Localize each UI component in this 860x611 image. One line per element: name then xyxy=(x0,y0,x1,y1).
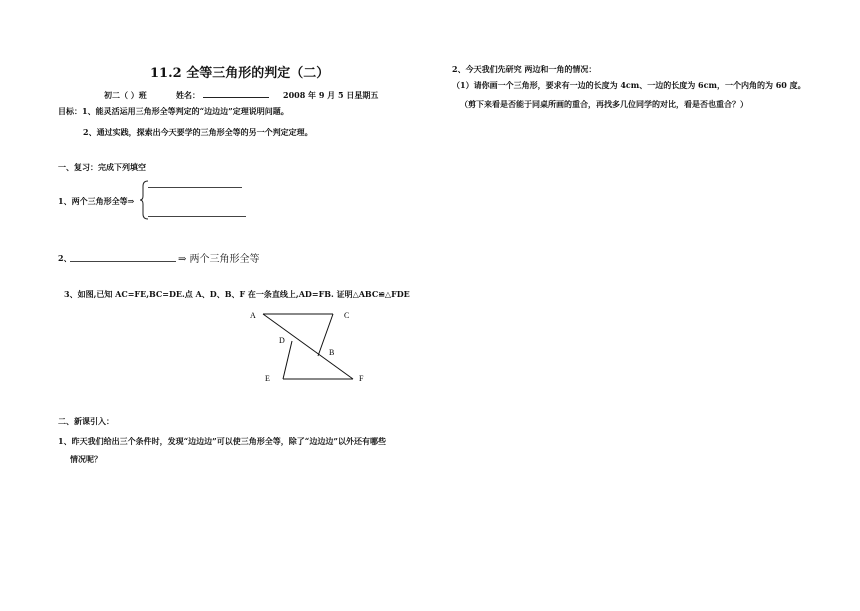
item-2-1: （1）请你画一个三角形，要求有一边的长度为 4cm、一边的长度为 6cm，一个内角的为 60 度。 xyxy=(452,80,806,90)
answer-blank-1a[interactable] xyxy=(148,187,242,188)
section-new-lesson-heading: 二、新课引入： xyxy=(58,416,114,426)
triangles-figure xyxy=(245,305,375,390)
answer-blank-1b[interactable] xyxy=(148,216,246,217)
goal-1: 目标：1、能灵活运用三角形全等判定的“边边边”定理说明问题。 xyxy=(58,106,289,116)
label-f: F xyxy=(359,374,364,383)
label-e: E xyxy=(265,374,270,383)
answer-blank-2[interactable] xyxy=(70,261,176,262)
item-2-note: （剪下来看是否能于同桌所画的重合，再找多几位同学的对比，看是否也重合？） xyxy=(460,99,748,109)
question-2-prefix: 2、 xyxy=(58,253,72,263)
curly-brace-icon xyxy=(140,180,150,220)
goal-2: 2、通过实践，探索出今天要学的三角形全等的另一个判定定理。 xyxy=(83,127,313,137)
label-a: A xyxy=(250,311,256,320)
question-3: 3、如图,已知 AC=FE,BC=DE.点 A、D、B、F 在一条直线上,AD=FB. 证明△ABC≌△FDE xyxy=(64,289,410,299)
page-title: 11.2 全等三角形的判定（二） xyxy=(150,66,330,81)
intro-question-line-2: 情况呢？ xyxy=(70,454,102,464)
class-label: 初二（ ）班 xyxy=(104,90,147,100)
label-d: D xyxy=(279,336,285,345)
name-blank[interactable] xyxy=(203,88,269,98)
label-b: B xyxy=(329,348,335,357)
segment-de xyxy=(283,341,292,379)
intro-question-line-1: 1、昨天我们给出三个条件时，发现“边边边”可以使三角形全等，除了“边边边”以外还有哪些 xyxy=(58,436,386,446)
question-1: 1、两个三角形全等⇒ xyxy=(58,196,135,206)
segment-adbf xyxy=(263,314,353,379)
question-2-suffix: ⇒ 两个三角形全等 xyxy=(178,254,260,265)
section-review-heading: 一、复习：完成下列填空 xyxy=(58,162,146,172)
item-2: 2、今天我们先研究 两边和一角的情况： xyxy=(452,64,597,74)
name-label: 姓名： xyxy=(176,90,200,100)
label-c: C xyxy=(344,311,350,320)
date-text: 2008 年 9 月 5 日星期五 xyxy=(283,90,379,100)
